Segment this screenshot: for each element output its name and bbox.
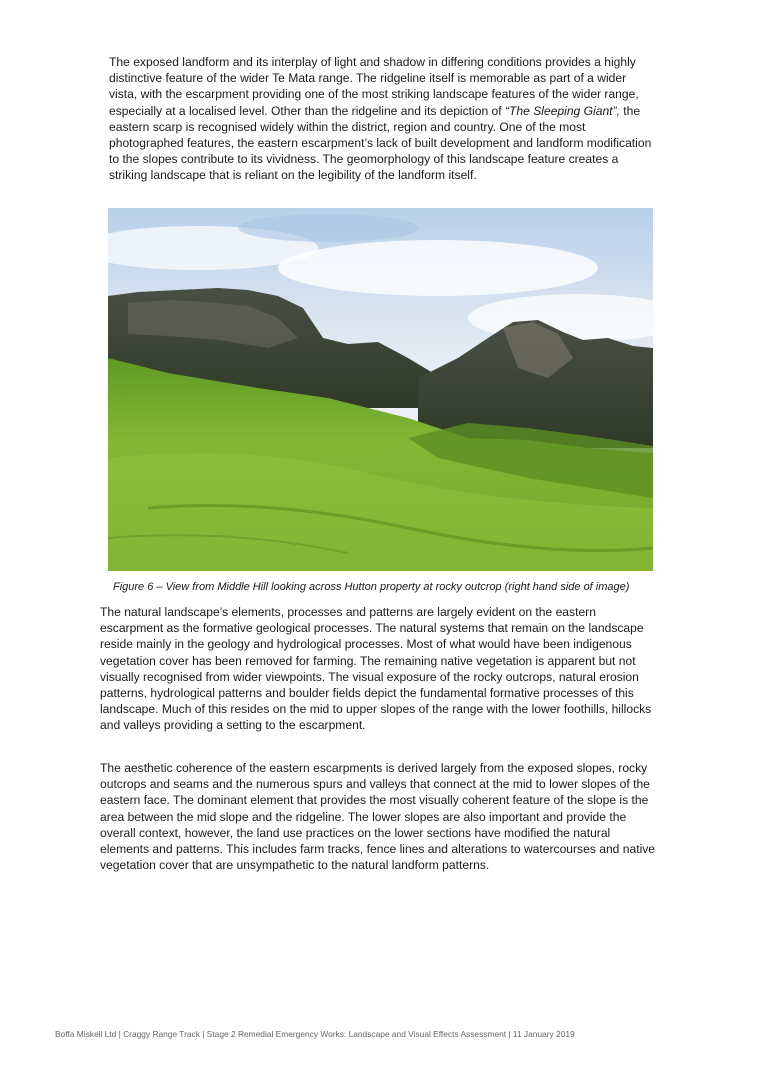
sleeping-giant-quote: “The Sleeping Giant”, [504,103,620,118]
paragraph-landform-start: The exposed landform and its interplay of light and shadow in differing conditions provides a highly distinctive feature of the wider Te Mata range. The ridgeline itself is memorable as part of a wider vista, with the escarpment providing one of the most striking landscape features of the wider range, especially at a localised level. Other than the ridgeline and its depiction of [109,55,639,118]
landscape-photo [108,208,653,571]
paragraph-landform-end: the eastern scarp is recognised widely within the district, region and country. One of the most photographed features, the eastern escarpment’s lack of built development and landform modification to the slopes contribute to its vividness. The geomorphology of this landscape feature creates a striking landscape that is reliant on the legibility of the landform itself. [109,103,652,183]
paragraph-landform [109,54,657,184]
paragraph-natural-landscape: The natural landscape’s elements, processes and patterns are largely evident on the eastern escarpment as the formative geological processes. The natural systems that remain on the landscape reside mainly in the geology and hydrological processes. Most of what would have been indigenous vegetation cover has been removed for farming. The remaining native vegetation is apparent but not visually recognised from wider viewpoints. The visual exposure of the rocky outcrops, natural erosion patterns, hydrological patterns and boulder fields depict the fundamental formative processes of this landscape. Much of this resides on the mid to upper slopes of the range with the lower foothills, hillocks and valleys providing a setting to the escarpment. [100,605,652,733]
paragraph-aesthetic-coherence: The aesthetic coherence of the eastern escarpments is derived largely from the exposed slopes, rocky outcrops and seams and the numerous spurs and valleys that connect at the mid to lower slopes of the eastern face. The dominant element that provides the most visually coherent feature of the slope is the area between the mid slope and the ridgeline. The lower slopes are also important and provide the overall context, however, the land use practices on the lower sections have modified the natural elements and patterns. This includes farm tracks, fence lines and alterations to watercourses and native vegetation cover that are unsympathetic to the natural landform patterns. [100,761,656,873]
page-footer: Boffa Miskell Ltd | Craggy Range Track | Stage 2 Remedial Emergency Works: Landscape and Visual Effects Assessment | 11 January 2019 [55,1029,575,1039]
figure-caption: Figure 6 – View from Middle Hill looking across Hutton property at rocky outcrop (right hand side of image) [113,581,630,593]
